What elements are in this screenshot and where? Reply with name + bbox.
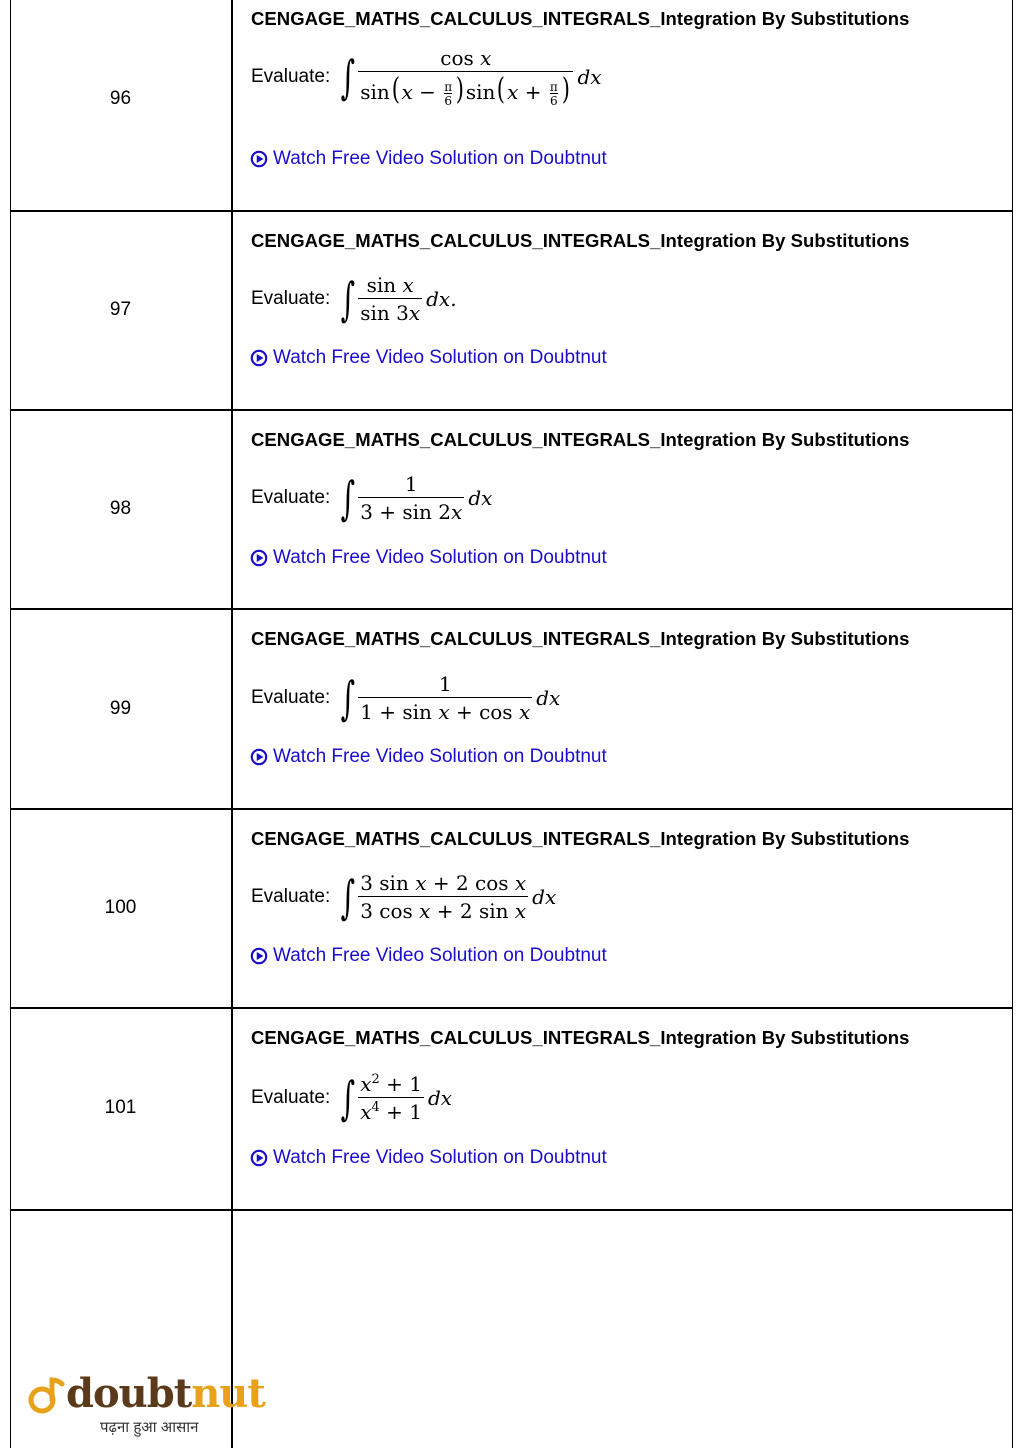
watch-video-label[interactable]: Watch Free Video Solution on Doubtnut [273, 1147, 607, 1168]
numerator: 1 [438, 672, 452, 696]
integral-expression [336, 872, 556, 922]
integral-sign: ∫ [341, 870, 356, 924]
watch-video-label[interactable]: Watch Free Video Solution on Doubtnut [273, 746, 607, 767]
differential: dx [468, 486, 493, 510]
logo-wordmark: doubtnut [66, 1370, 265, 1417]
evaluate-label: Evaluate: [251, 1087, 331, 1108]
integral-sign: ∫ [341, 272, 356, 326]
fraction [358, 473, 464, 523]
watch-video-link[interactable] [250, 148, 607, 170]
evaluate-label: Evaluate: [251, 288, 331, 309]
integral-expression [336, 673, 560, 723]
watch-video-link[interactable] [250, 746, 607, 768]
play-circle-icon [250, 150, 268, 168]
fraction [358, 872, 528, 922]
row-divider [10, 608, 1013, 610]
question-number: 97 [109, 299, 132, 320]
play-circle-icon [250, 549, 268, 567]
question-text [251, 1068, 452, 1128]
numerator: cos x [440, 46, 492, 71]
fraction [358, 673, 532, 723]
watch-video-label[interactable]: Watch Free Video Solution on Doubtnut [273, 148, 607, 169]
doubtnut-logo-icon [26, 1376, 66, 1416]
integral-sign: ∫ [341, 471, 356, 525]
integral-sign: ∫ [341, 50, 356, 104]
play-circle-icon [250, 947, 268, 965]
numerator: 3 sin x + 2 cos x [360, 871, 527, 895]
row-divider [10, 1209, 1013, 1211]
question-number: 101 [104, 1097, 137, 1118]
question-heading: CENGAGE_MATHS_CALCULUS_INTEGRALS_Integration By Substitutions [251, 1027, 910, 1048]
numerator: 1 [404, 472, 418, 496]
question-text [251, 668, 560, 728]
watch-video-link[interactable] [250, 547, 607, 569]
watch-video-label[interactable]: Watch Free Video Solution on Doubtnut [273, 945, 607, 966]
differential: dx [427, 1086, 453, 1110]
differential: dx. [426, 287, 457, 311]
watch-video-link[interactable] [250, 945, 607, 967]
question-heading: CENGAGE_MATHS_CALCULUS_INTEGRALS_Integration By Substitutions [251, 230, 910, 251]
question-number: 96 [109, 88, 132, 109]
row-divider [10, 210, 1013, 212]
row-divider [10, 409, 1013, 411]
watch-video-link[interactable] [250, 1147, 607, 1169]
question-text [251, 47, 602, 107]
watch-video-label[interactable]: Watch Free Video Solution on Doubtnut [273, 547, 607, 568]
question-number: 100 [104, 897, 137, 918]
watch-video-label[interactable]: Watch Free Video Solution on Doubtnut [273, 347, 607, 368]
watch-video-link[interactable] [250, 347, 607, 369]
integral-expression [336, 274, 456, 324]
play-circle-icon [250, 349, 268, 367]
question-heading: CENGAGE_MATHS_CALCULUS_INTEGRALS_Integration By Substitutions [251, 429, 910, 450]
integral-sign: ∫ [341, 1071, 356, 1125]
numerator: sin x [366, 273, 414, 297]
row-divider [10, 1007, 1013, 1009]
question-heading: CENGAGE_MATHS_CALCULUS_INTEGRALS_Integration By Substitutions [251, 628, 910, 649]
denominator: 3 cos x + 2 sin x [358, 896, 528, 922]
evaluate-label: Evaluate: [251, 687, 331, 708]
denominator: 3 + sin 2x [358, 497, 464, 523]
evaluate-label: Evaluate: [251, 487, 331, 508]
denominator: $x^4 + 1$ [358, 1097, 424, 1123]
denominator: sin 3x [358, 298, 422, 324]
question-number: 98 [109, 498, 132, 519]
integral-expression [336, 1073, 452, 1123]
denominator: sin(x − $\frac{\pi}{6}$ )sin(x + $\frac{\pi}{6}$ ) [358, 71, 573, 107]
fraction [358, 274, 422, 324]
play-circle-icon [250, 748, 268, 766]
integral-expression [336, 473, 492, 523]
question-heading: CENGAGE_MATHS_CALCULUS_INTEGRALS_Integration By Substitutions [251, 828, 910, 849]
question-text [251, 867, 556, 927]
integral-expression [336, 47, 601, 107]
row-divider [10, 808, 1013, 810]
numerator: $x^2 + 1$ [360, 1072, 422, 1096]
differential: dx [536, 686, 561, 710]
denominator: 1 + sin x + cos x [358, 697, 532, 723]
differential: dx [532, 885, 557, 909]
question-number: 99 [109, 698, 132, 719]
question-heading: CENGAGE_MATHS_CALCULUS_INTEGRALS_Integration By Substitutions [251, 8, 910, 29]
column-divider [231, 0, 233, 1448]
integral-sign: ∫ [341, 671, 356, 725]
play-circle-icon [250, 1149, 268, 1167]
question-text [251, 269, 457, 329]
fraction [358, 47, 573, 107]
logo-tagline: पढ़ना हुआ आसान [100, 1419, 199, 1436]
fraction [358, 1073, 424, 1123]
question-text [251, 468, 492, 528]
evaluate-label: Evaluate: [251, 66, 331, 87]
differential: dx [577, 65, 602, 89]
doubtnut-logo [26, 1370, 265, 1440]
evaluate-label: Evaluate: [251, 886, 331, 907]
